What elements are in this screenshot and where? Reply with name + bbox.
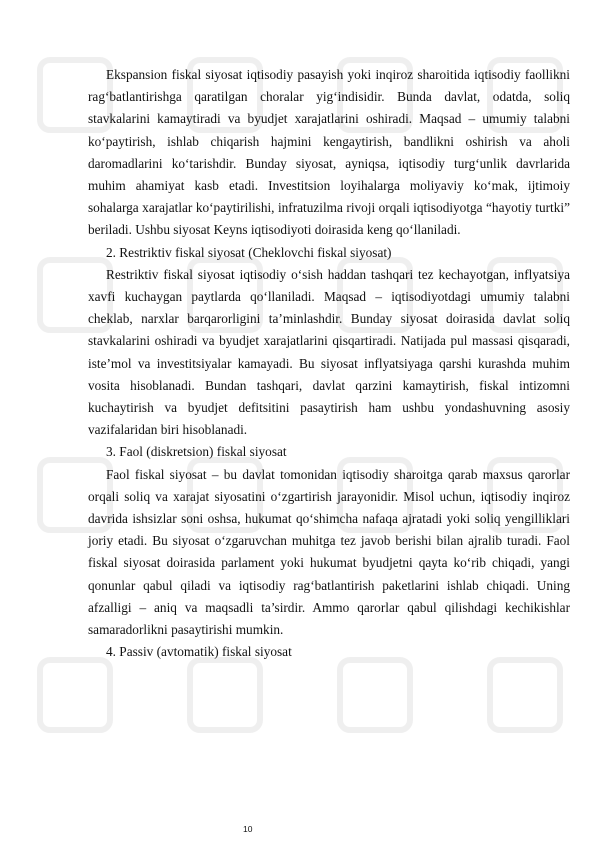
- page-number: 10: [243, 824, 253, 834]
- heading-faol: 3. Faol (diskretsion) fiskal siyosat: [106, 444, 287, 460]
- paragraph-faol: Faol fiskal siyosat – bu davlat tomonidan iqtisodiy sharoitga qarab maxsus qarorlar orqali soliq va xarajat siyosatini o‘zgartirish jarayonidir. Misol uchun, iqtisodiy inqiroz davrida ishsizlar soni oshsa, hukumat qo‘shimcha nafaqa ajratadi yoki soliq yengilliklari joriy etadi. Bu siyosat o‘zgaruvchan muhitga tez javob berishi bilan ajralib turadi. Faol fiskal siyosat doirasida parlament yoki hukumat byudjetni qayta ko‘rib chiqadi, yangi qonunlar qabul qiladi va iqtisodiy rag‘batlantirish paketlarini ishlab chiqadi. Uning afzalligi – aniq va maqsadli ta’sirdir. Ammo qarorlar qabul qilishdagi kechikishlar samaradorlikni pasaytirishi mumkin.: [88, 466, 570, 638]
- paragraph-restriktiv: Restriktiv fiskal siyosat iqtisodiy o‘sish haddan tashqari tez kechayotgan, inflyatsiya xavfi kuchaygan paytlarda qo‘llaniladi. Maqsad – iqtisodiyotdagi umumiy talabni cheklab, narxlar barqarorligini ta’minlashdir. Bunday siyosat doirasida davlat soliq stavkalarini oshiradi va byudjet xarajatlarini qisqartiradi. Natijada pul massasi qisqaradi, iste’mol va investitsiyalar kamayadi. Bu siyosat inflyatsiyaga qarshi kurashda muhim vosita hisoblanadi. Bundan tashqari, davlat qarzini kamaytirish, fiskal intizomni kuchaytirish va byudjet defitsitini pasaytirish ham ushbu yondashuvning asosiy vazifalaridan biri hisoblanadi.: [88, 266, 570, 438]
- heading-passiv: 4. Passiv (avtomatik) fiskal siyosat: [106, 644, 292, 660]
- heading-restriktiv: 2. Restriktiv fiskal siyosat (Cheklovchi fiskal siyosat): [106, 244, 392, 260]
- document-body: [88, 64, 570, 663]
- paragraph-ekspansion: Ekspansion fiskal siyosat iqtisodiy pasayish yoki inqiroz sharoitida iqtisodiy faollikni rag‘batlantirishga qaratilgan choralar yig‘indisidir. Bunda davlat, odatda, soliq stavkalarini kamaytiradi va byudjet xarajatlarini oshiradi. Maqsad – umumiy talabni ko‘paytirish, ishlab chiqarish hajmini kengaytirish, bandlikni oshirish va aholi daromadlarini ko‘tarishdir. Bunday siyosat, ayniqsa, iqtisodiy turg‘unlik davrlarida muhim ahamiyat kasb etadi. Investitsion loyihalarga moliyaviy ko‘mak, ijtimoiy sohalarga xarajatlar ko‘paytirilishi, infratuzilma rivoji orqali iqtisodiyotga “hayotiy turtki” beriladi. Ushbu siyosat Keyns iqtisodiyoti doirasida keng qo‘llaniladi.: [88, 67, 570, 238]
